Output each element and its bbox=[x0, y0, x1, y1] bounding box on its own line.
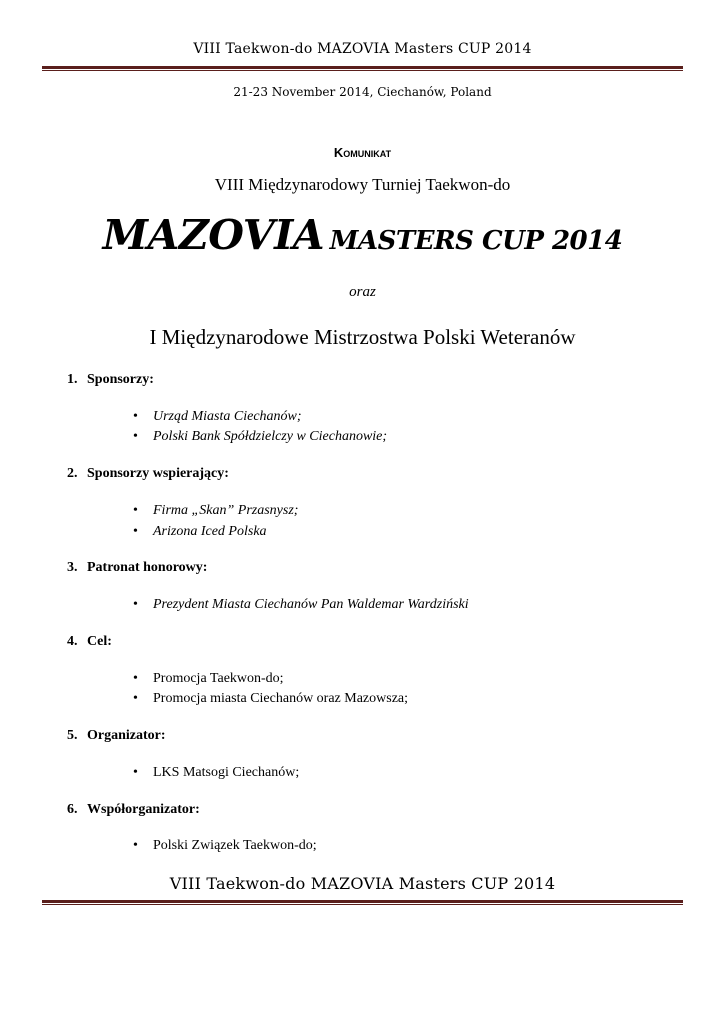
header-rule-thin bbox=[42, 70, 683, 71]
main-title-masters-cup: MASTERS CUP 2014 bbox=[329, 226, 623, 256]
section-heading-cel bbox=[67, 634, 112, 650]
section-heading-wspolorganizator bbox=[67, 802, 200, 818]
list-item bbox=[133, 691, 408, 707]
list-item-text: Firma „Skan” Przasnysz; bbox=[153, 503, 299, 518]
list-item-text: Promocja miasta Ciechanów oraz Mazowsza; bbox=[153, 691, 409, 706]
bullet-icon: • bbox=[133, 503, 138, 518]
section-number: 6. bbox=[67, 802, 78, 817]
page-footer-title: VIII Taekwon-do MAZOVIA Masters CUP 2014 bbox=[169, 874, 556, 893]
bullet-icon: • bbox=[133, 765, 138, 780]
list-item-text: Prezydent Miasta Ciechanów Pan Waldemar Wardziński bbox=[153, 597, 469, 612]
footer-rule bbox=[42, 900, 683, 905]
section-number: 2. bbox=[67, 466, 78, 481]
header-rule bbox=[42, 66, 683, 71]
section-number: 4. bbox=[67, 634, 78, 649]
event-dateline: 21-23 November 2014, Ciechanów, Poland bbox=[233, 85, 492, 99]
bullet-icon: • bbox=[133, 409, 138, 424]
bullet-icon: • bbox=[133, 691, 138, 706]
section-number: 1. bbox=[67, 372, 78, 387]
list-item-text: Polski Związek Taekwon-do; bbox=[153, 838, 317, 853]
section-heading-patronat bbox=[67, 560, 207, 576]
list-item-text: Promocja Taekwon-do; bbox=[153, 671, 284, 686]
section-heading-sponsorzy-wspierajacy bbox=[67, 466, 229, 482]
list-item bbox=[133, 524, 267, 540]
section-title: Organizator: bbox=[87, 728, 166, 743]
footer-rule-thick bbox=[42, 900, 683, 903]
list-item bbox=[133, 409, 302, 425]
main-title-mazovia: MAZOVIA bbox=[102, 211, 325, 259]
header-rule-thick bbox=[42, 66, 683, 69]
section-number: 5. bbox=[67, 728, 78, 743]
list-item bbox=[133, 503, 298, 519]
championship-title: I Międzynarodowe Mistrzostwa Polski Weteranów bbox=[149, 325, 576, 349]
section-title: Sponsorzy: bbox=[87, 372, 154, 387]
section-number: 3. bbox=[67, 560, 78, 575]
section-title: Współorganizator: bbox=[87, 802, 200, 817]
section-title: Patronat honorowy: bbox=[87, 560, 208, 575]
list-item-text: LKS Matsogi Ciechanów; bbox=[153, 765, 300, 780]
section-title: Sponsorzy wspierający: bbox=[87, 466, 229, 481]
bullet-icon: • bbox=[133, 597, 138, 612]
list-item bbox=[133, 597, 469, 613]
list-item-text: Polski Bank Spółdzielczy w Ciechanowie; bbox=[153, 429, 388, 444]
list-item bbox=[133, 429, 387, 445]
list-item bbox=[133, 671, 284, 687]
bullet-icon: • bbox=[133, 671, 138, 686]
bullet-icon: • bbox=[133, 429, 138, 444]
list-item bbox=[133, 838, 317, 854]
page-header-title: VIII Taekwon-do MAZOVIA Masters CUP 2014 bbox=[193, 41, 532, 57]
section-title: Cel: bbox=[87, 634, 112, 649]
list-item-text: Arizona Iced Polska bbox=[153, 524, 267, 539]
tournament-subtitle: VIII Międzynarodowy Turniej Taekwon-do bbox=[214, 175, 511, 194]
list-item bbox=[133, 765, 299, 781]
oraz-text: oraz bbox=[349, 284, 376, 300]
section-heading-organizator bbox=[67, 728, 166, 744]
main-title bbox=[0, 211, 725, 259]
section-heading-sponsorzy bbox=[67, 372, 154, 388]
bullet-icon: • bbox=[133, 838, 138, 853]
komunikat-label: Komunikat bbox=[333, 145, 392, 160]
bullet-icon: • bbox=[133, 524, 138, 539]
footer-rule-thin bbox=[42, 904, 683, 905]
list-item-text: Urząd Miasta Ciechanów; bbox=[153, 409, 302, 424]
